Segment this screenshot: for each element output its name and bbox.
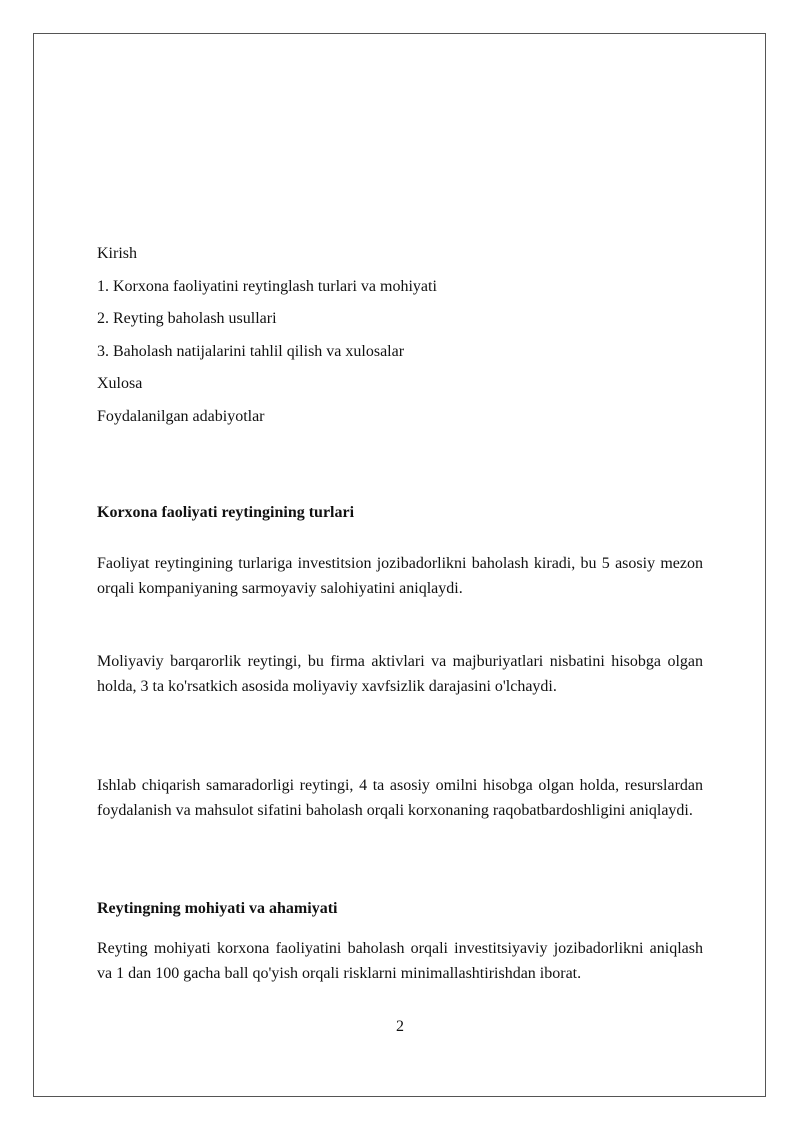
- paragraph-rating-essence: Reyting mohiyati korxona faoliyatini baholash orqali investitsiyaviy jozibadorlikni aniqlash va 1 dan 100 gacha ball qo'yish orqali risklarni minimallashtirishdan iborat.: [97, 940, 703, 982]
- toc-item-chapter-1: 1. Korxona faoliyatini reytinglash turlari va mohiyati: [97, 277, 437, 295]
- toc-item-chapter-2: 2. Reyting baholash usullari: [97, 310, 277, 327]
- section-heading-rating-essence: Reytingning mohiyati va ahamiyati: [97, 900, 338, 917]
- toc-item-references: Foydalanilgan adabiyotlar: [97, 407, 265, 425]
- toc-item-conclusion: Xulosa: [97, 375, 143, 392]
- toc-item-chapter-3: 3. Baholash natijalarini tahlil qilish va xulosalar: [97, 342, 405, 360]
- paragraph-production-efficiency: Ishlab chiqarish samaradorligi reytingi, 4 ta asosiy omilni hisobga olgan holda, resurslardan foydalanish va mahsulot sifatini baholash orqali korxonaning raqobatbardoshligini aniqlaydi.: [97, 777, 703, 819]
- toc-item-intro: Kirish: [97, 245, 137, 262]
- section-heading-rating-types: Korxona faoliyati reytingining turlari: [97, 504, 355, 521]
- paragraph-investment-attractiveness: Faoliyat reytingining turlariga investitsion jozibadorlikni baholash kiradi, bu 5 asosiy mezon orqali kompaniyaning sarmoyaviy salohiyatini aniqlaydi.: [97, 555, 703, 597]
- paragraph-financial-stability: Moliyaviy barqarorlik reytingi, bu firma aktivlari va majburiyatlari nisbatini hisobga olgan holda, 3 ta ko'rsatkich asosida moliyaviy xavfsizlik darajasini o'lchaydi.: [97, 653, 703, 695]
- table-of-contents: [97, 241, 703, 436]
- page-number: 2: [396, 1018, 404, 1035]
